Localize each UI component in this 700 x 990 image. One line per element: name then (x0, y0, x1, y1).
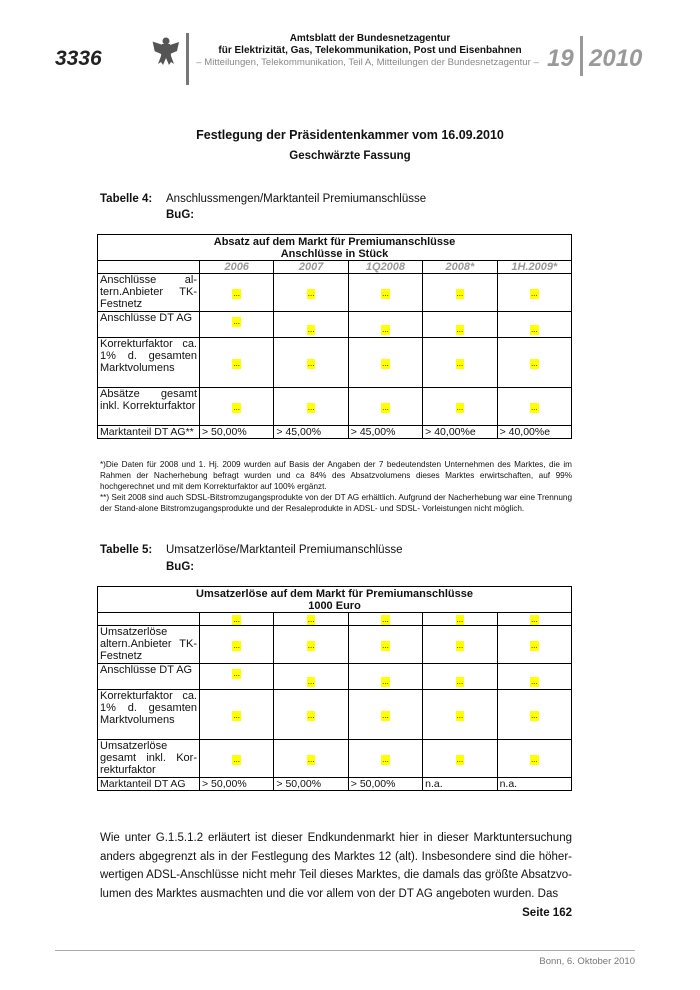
redacted-value: ... (530, 640, 538, 650)
row-label: Umsatzerlöse gesamt inkl. Korrekturfaktor (98, 740, 200, 778)
redacted-value: ... (456, 402, 464, 412)
redacted-value: ... (456, 325, 464, 334)
redacted-value: ... (307, 288, 315, 298)
table-row (98, 740, 572, 778)
redacted-value: ... (233, 754, 241, 764)
redacted-value: ... (307, 402, 315, 412)
year-header: 1Q2008 (348, 261, 422, 274)
table4-years-row (98, 261, 572, 274)
redacted-value: ... (456, 615, 464, 624)
page-number: 3336 (55, 47, 102, 70)
share-value: > 45,00% (274, 426, 348, 439)
redacted-value: ... (382, 288, 389, 298)
share-value: > 45,00% (348, 426, 422, 439)
redacted-value: ... (382, 640, 389, 650)
redacted-value: ... (456, 640, 464, 650)
share-value: n.a. (497, 778, 571, 791)
row-label: Anschlüsse DT AG (98, 664, 200, 690)
redacted-value: ... (233, 615, 241, 624)
share-value: > 50,00% (348, 778, 422, 791)
redacted-value: ... (382, 710, 389, 720)
table4-bug: BuG: (166, 209, 195, 221)
redacted-value: ... (456, 677, 464, 686)
row-label: Umsatzerlöse altern.Anbieter TK-Festnetz (98, 626, 200, 664)
redacted-value: ... (530, 677, 538, 686)
issue-number: 19 (547, 45, 574, 72)
redacted-value: ... (307, 754, 315, 764)
redacted-value: ... (530, 754, 538, 764)
publication-title: Amtsblatt der Bundesnetzagentur für Elektrizität, Gas, Telekommunikation, Post und Eisenbahnen (218, 33, 522, 56)
redacted-value: ... (233, 710, 241, 720)
redacted-value: ... (307, 677, 315, 686)
redacted-value: ... (307, 710, 315, 720)
redacted-value: ... (382, 677, 389, 686)
row-label: Marktanteil DT AG (98, 778, 200, 791)
row-label: Anschlüsse DT AG (98, 312, 200, 338)
table4-footnotes (100, 459, 572, 514)
row-label: Anschlüsse altern.Anbieter TK-Festnetz (98, 274, 200, 312)
table5-header-row (98, 613, 572, 626)
table-row (98, 388, 572, 426)
table4-heading: Absatz auf dem Markt für Premiumanschlüsse Anschlüsse in Stück (98, 235, 572, 261)
table-row (98, 338, 572, 388)
row-label: Absätze gesamt inkl. Korrekturfaktor (98, 388, 200, 426)
table-row (98, 690, 572, 740)
redacted-value: ... (456, 754, 464, 764)
redacted-value: ... (530, 325, 538, 334)
redacted-value: ... (382, 754, 389, 764)
year-header: 1H.2009* (497, 261, 571, 274)
body-paragraph: Wie unter G.1.5.1.2 erläutert ist dieser Endkundenmarkt hier in dieser Marktuntersuchung anders abgegrenzt als in der Festlegung des Marktes 12 (alt). Insbesondere sind die höherwertigen ADSL-Anschlüsse nicht mehr Teil dieses Marktes, die damals das größte Absatzvolumen des Marktes ausmachten und die vor allem von der DT AG angeboten wurden. Das (100, 832, 572, 900)
table-row (98, 274, 572, 312)
table5-label: Tabelle 5: (100, 544, 153, 556)
table4-heading-row (98, 235, 572, 261)
year-header: 2007 (274, 261, 348, 274)
footnote: **) Seit 2008 sind auch SDSL-Bitstromzugangsprodukte von der DT AG erhältlich. Aufgrund der Nacherhebung war eine Trennung der Stand-alone Bitstromzugangsprodukte und der Resaleprodukte in ADSL- und SDSL- Vorleistungen nicht möglich. (100, 493, 572, 513)
redacted-value: ... (307, 358, 315, 368)
document-subtitle: Geschwärzte Fassung (289, 150, 411, 162)
federal-eagle-icon (152, 34, 180, 66)
issue-divider (580, 36, 583, 76)
redacted-value: ... (307, 325, 315, 334)
issue-year: 2010 (589, 45, 643, 72)
redacted-value: ... (530, 710, 538, 720)
year-header: 2006 (200, 261, 274, 274)
table5-bug: BuG: (166, 561, 195, 573)
redacted-value: ... (530, 358, 538, 368)
redacted-value: ... (233, 402, 241, 412)
publication-section: – Mitteilungen, Telekommunikation, Teil A, Mitteilungen der Bundesnetzagentur – (196, 57, 539, 68)
row-label: Marktanteil DT AG** (98, 426, 200, 439)
table5 (97, 586, 572, 791)
table5-heading: Umsatzerlöse auf dem Markt für Premiumanschlüsse 1000 Euro (98, 587, 572, 613)
redacted-value: ... (456, 358, 464, 368)
table-row (98, 426, 572, 439)
redacted-value: ... (307, 640, 315, 650)
redacted-value: ... (530, 615, 538, 624)
header-divider (186, 33, 189, 85)
footer-date: Bonn, 6. Oktober 2010 (539, 956, 635, 967)
share-value: > 50,00% (200, 426, 274, 439)
table-row (98, 778, 572, 791)
redacted-value: ... (456, 288, 464, 298)
redacted-value: ... (233, 317, 241, 326)
table4-corner (98, 261, 200, 274)
page-label: Seite 162 (522, 907, 572, 919)
row-label: Korrekturfaktor ca. 1% d. gesamten Marktvolumens (98, 338, 200, 388)
table-row (98, 626, 572, 664)
redacted-value: ... (456, 710, 464, 720)
table5-corner (98, 613, 200, 626)
footnote: *)Die Daten für 2008 und 1. Hj. 2009 wurden auf Basis der Angaben der 7 bedeutendsten Unternehmen des Marktes, die im Rahmen der Nacherhebung befragt wurden und ca 84% des Absatzvolumens dieses Marktes erwirtschaften, auf 99% hochgerechnet und mit dem Korrekturfaktor auf 100% ergänzt. (100, 460, 572, 491)
year-header: 2008* (423, 261, 497, 274)
footer-divider (55, 950, 635, 951)
share-value: > 40,00%e (497, 426, 571, 439)
share-value: n.a. (423, 778, 497, 791)
document-title: Festlegung der Präsidentenkammer vom 16.09.2010 (196, 128, 504, 142)
share-value: > 50,00% (274, 778, 348, 791)
redacted-value: ... (382, 615, 389, 624)
share-value: > 50,00% (200, 778, 274, 791)
table4-caption: Anschlussmengen/Marktanteil Premiumanschlüsse (166, 193, 427, 205)
redacted-value: ... (233, 669, 241, 678)
table4-label: Tabelle 4: (100, 193, 153, 205)
share-value: > 40,00%e (423, 426, 497, 439)
redacted-value: ... (233, 358, 241, 368)
table5-caption: Umsatzerlöse/Marktanteil Premiumanschlüsse (166, 544, 403, 556)
redacted-value: ... (307, 615, 315, 624)
table-row (98, 312, 572, 338)
redacted-value: ... (530, 402, 538, 412)
redacted-value: ... (233, 640, 241, 650)
row-label: Korrekturfaktor ca. 1% d. gesamten Marktvolumens (98, 690, 200, 740)
redacted-value: ... (382, 325, 389, 334)
redacted-value: ... (233, 288, 241, 298)
table-row (98, 664, 572, 690)
redacted-value: ... (382, 402, 389, 412)
table5-heading-row (98, 587, 572, 613)
redacted-value: ... (530, 288, 538, 298)
redacted-value: ... (382, 358, 389, 368)
table4 (97, 234, 572, 439)
